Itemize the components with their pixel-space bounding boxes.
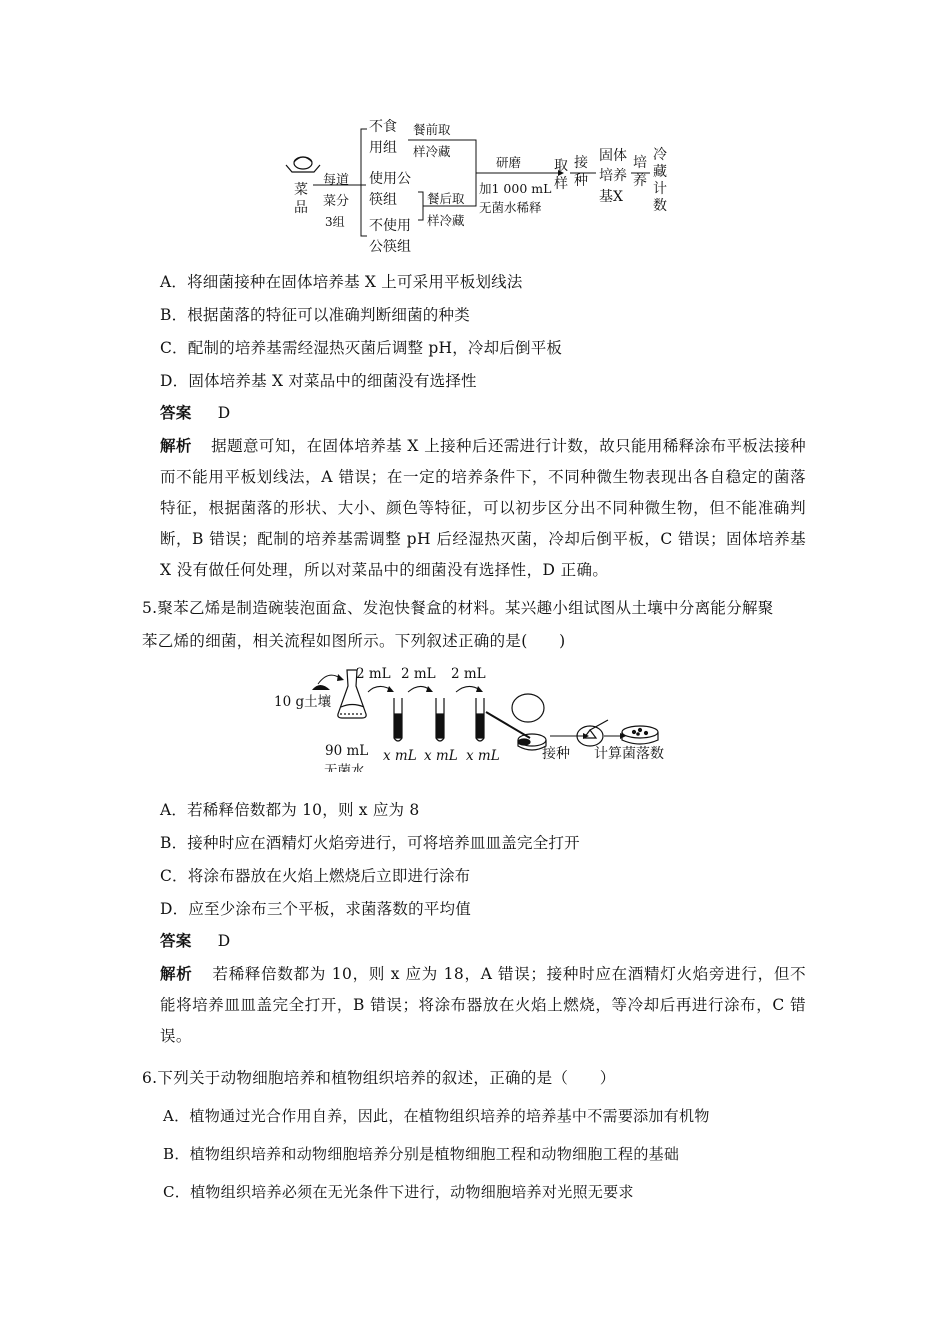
- q5-option-b: B．接种时应在酒精灯火焰旁进行，可将培养皿皿盖完全打开: [160, 834, 580, 852]
- group-spoon-line2: 筷组: [369, 192, 397, 208]
- q5-stem-line1: 5.聚苯乙烯是制造碗装泡面盒、发泡快餐盒的材料。某兴趣小组试图从土壤中分离能分解聚: [142, 599, 774, 617]
- transfer1-label: 2 mL: [356, 666, 391, 682]
- sample-char2: 样: [554, 176, 568, 192]
- count-label: [653, 147, 671, 214]
- test-tube-2: [436, 698, 444, 741]
- q4-option-d: D．固体培养基 X 对菜品中的细菌没有选择性: [160, 372, 477, 390]
- count-colonies-label: 计算菌落数: [594, 746, 664, 762]
- group-spoon-line1: 使用公: [369, 171, 411, 187]
- q5-option-d: D．应至少涂布三个平板，求菌落数的平均值: [160, 900, 471, 918]
- soil-arrow-head: [337, 674, 344, 681]
- vegetable-bowl-icon: [286, 157, 320, 172]
- soil-arrow: [318, 675, 340, 684]
- group-bracket: [361, 129, 367, 236]
- each-dish-label: 每道: [323, 173, 350, 188]
- culture-char2: 养: [633, 173, 647, 189]
- q5-answer-value: D: [217, 932, 231, 950]
- group-no-eat-line1: 不食: [369, 119, 397, 135]
- water-volume-label: 90 mL: [325, 743, 369, 759]
- q4-option-a: A．将细菌接种在固体培养基 X 上可采用平板划线法: [160, 273, 523, 291]
- tube3-label: x mL: [466, 748, 500, 764]
- q5-answer: [160, 930, 230, 952]
- culture-label: [633, 155, 651, 189]
- sample-label: [554, 158, 572, 192]
- q4-answer-value: D: [217, 404, 231, 422]
- before-meal-line2: 样冷藏: [413, 144, 451, 159]
- q5-option-c: C．将涂布器放在火焰上燃烧后立即进行涂布: [160, 867, 471, 885]
- after-meal-line1: 餐后取: [427, 191, 465, 206]
- add-water-line2: 无菌水稀释: [479, 200, 542, 215]
- count-char2: 藏: [653, 164, 667, 180]
- count-char3: 计: [653, 181, 667, 197]
- sample-char1: 取: [554, 158, 568, 174]
- flow-diagram-svg: [270, 112, 690, 262]
- count-char4: 数: [653, 198, 667, 214]
- soil-label: 10 g土壤: [274, 694, 332, 710]
- q5-analysis-label: 解析: [160, 965, 193, 983]
- q4-analysis-label: 解析: [160, 437, 192, 455]
- q4-analysis-text: 据题意可知，在固体培养基 X 上接种后还需进行计数，故只能用稀释涂布平板法接种而不能用平板划线法，A 错误；在一定的培养条件下，不同种微生物表现出各自稳定的菌落特征，根据菌落的形状、大小、颜色等特征，可以初步区分出不同种微生物，但不能准确判断，B 错误；配制的培养基需调整 pH 后经湿热灭菌，冷却后倒平板，C 错误；固体培养基 X 没有做任何处理，所以对菜品中的细菌没有选择性，D 正确。: [160, 437, 806, 579]
- colony-dish-icon: [622, 726, 658, 744]
- grind-label: 研磨: [496, 155, 522, 170]
- q4-answer: [160, 402, 230, 424]
- transfer-arrow-1-head: [387, 686, 394, 692]
- group-no-spoon-line1: 不使用: [369, 218, 411, 234]
- serial-dilution-svg: [268, 662, 688, 772]
- transfer2-label: 2 mL: [401, 666, 436, 682]
- soil-icon: [312, 685, 330, 690]
- q6-stem: 6.下列关于动物细胞培养和植物组织培养的叙述，正确的是（ ）: [142, 1069, 616, 1087]
- vegetables-label: [294, 181, 312, 216]
- test-tube-3: [476, 698, 484, 741]
- flow-diagram-vegetable-sampling: [270, 112, 690, 262]
- add-water-line1: 加1 000 mL: [479, 181, 552, 196]
- after-meal-line2: 样冷藏: [427, 213, 465, 228]
- transfer-arrow-2-head: [426, 686, 433, 692]
- tube2-label: x mL: [424, 748, 458, 764]
- count-char1: 冷: [653, 147, 667, 163]
- q5-analysis: [160, 959, 806, 1052]
- pipette-plate-icon: [486, 694, 546, 750]
- group-no-spoon-line2: 公筷组: [369, 239, 411, 255]
- q4-option-c: C．配制的培养基需经湿热灭菌后调整 pH，冷却后倒平板: [160, 339, 563, 357]
- q5-stem-line2: 苯乙烯的细菌，相关流程如图所示。下列叙述正确的是( ): [142, 632, 566, 650]
- q5-answer-label: 答案: [160, 932, 192, 950]
- q4-analysis: [160, 431, 806, 586]
- spreader-plate-icon: [577, 720, 608, 746]
- inoculate-label: [574, 154, 592, 189]
- before-meal-line1: 餐前取: [413, 122, 451, 137]
- sterile-water-label: 无菌水: [324, 763, 365, 772]
- tube1-label: x mL: [383, 748, 417, 764]
- vegetables-char1: 菜: [294, 182, 308, 198]
- after-meal-bracket: [418, 192, 423, 220]
- q5-option-a: A．若稀释倍数都为 10，则 x 应为 8: [160, 801, 420, 819]
- q6-option-a: A．植物通过光合作用自养，因此，在植物组织培养的培养基中不需要添加有机物: [163, 1107, 710, 1125]
- medium-line3: 基X: [599, 189, 623, 205]
- split-label: 菜分: [323, 194, 350, 209]
- culture-char1: 培: [633, 155, 647, 171]
- q6-option-b: B．植物组织培养和动物细胞培养分别是植物细胞工程和动物细胞工程的基础: [163, 1145, 680, 1163]
- inoculate-char1: 接: [574, 155, 588, 171]
- medium-line2: 培养: [599, 168, 627, 184]
- serial-dilution-diagram: [268, 662, 688, 772]
- vegetables-char2: 品: [294, 200, 308, 216]
- q5-analysis-text: 若稀释倍数都为 10，则 x 应为 18，A 错误；接种时应在酒精灯火焰旁进行，但不能将培养皿皿盖完全打开，B 错误；将涂布器放在火焰上燃烧，等冷却后再进行涂布，C 错误。: [160, 965, 807, 1045]
- q4-answer-label: 答案: [160, 404, 192, 422]
- group-no-eat-line2: 用组: [369, 140, 397, 156]
- transfer3-label: 2 mL: [451, 666, 486, 682]
- q4-option-b: B．根据菌落的特征可以准确判断细菌的种类: [160, 306, 470, 324]
- three-groups-label: 3组: [325, 215, 345, 229]
- inoculate-char2: 种: [574, 173, 588, 189]
- medium-line1: 固体: [599, 148, 627, 164]
- inoculate-label-2: 接种: [542, 746, 570, 762]
- transfer-arrow-3-head: [476, 686, 483, 692]
- merge-bracket: [470, 140, 476, 206]
- q6-option-c: C．植物组织培养必须在无光条件下进行，动物细胞培养对光照无要求: [163, 1183, 634, 1201]
- test-tube-1: [394, 698, 402, 741]
